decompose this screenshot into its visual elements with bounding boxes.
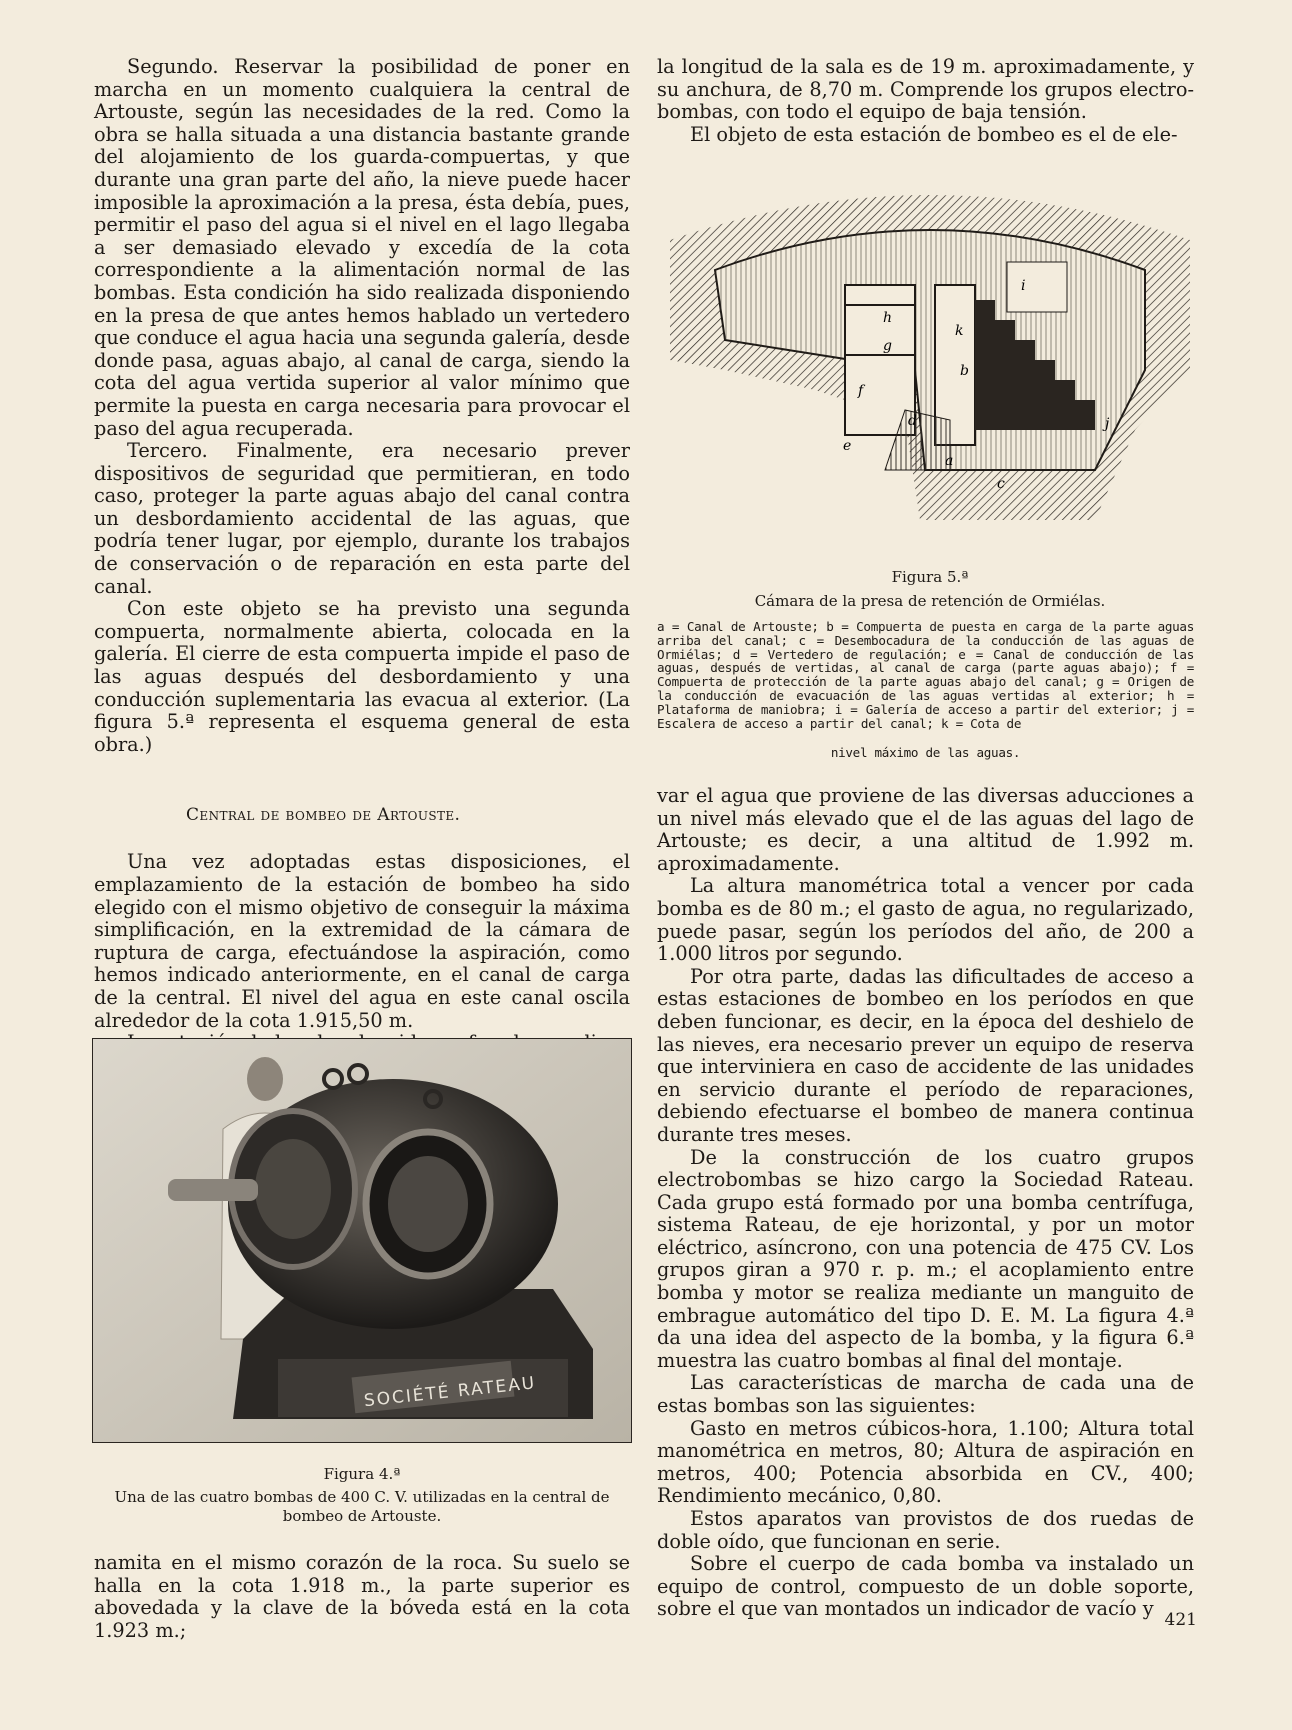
label-k: k [955, 323, 964, 339]
pump-illustration [93, 1039, 631, 1442]
paragraph-control: Sobre el cuerpo de cada bomba va instalado un equipo de control, compuesto de un doble soporte, sobre el que van montados un indicador de vacío y [657, 1552, 1194, 1621]
right-column-bottom [657, 785, 1194, 1621]
gallery-i [1007, 262, 1067, 312]
paragraph-dificultades: Por otra parte, dadas las dificultades de acceso a estas estaciones de bombeo en los períodos en que deben funcionar, es decir, en la época del deshielo de las nieves, era necesario prever un equipo de reserva que interviniera en caso de accidente de las unidades en servicio durante el período de reparaciones, debiendo efectuarse el bombeo de manera continua durante tres meses. [657, 964, 1194, 1146]
paragraph-ruedas: Estos aparatos van provistos de dos ruedas de doble oído, que funcionan en serie. [657, 1507, 1194, 1553]
figure-5-legend: a = Canal de Artouste; b = Compuerta de puesta en carga de la parte aguas arriba del canal; c = Desembocadura de la conducción de las aguas de Ormiélas; d = Vertedero de regulación; e = Canal de conducción de las aguas, después de vertidas, al canal de carga (parte aguas abajo); f = Compuerta de protección de la parte aguas abajo del canal; g = Origen de la conducción de evacuación de las aguas vertidas al exterior; h = Plataforma de maniobra; i = Galería de acceso a partir del exterior; j = Escalera de acceso a partir del canal; k = Cota de [657, 619, 1194, 731]
label-a: a [945, 453, 954, 469]
page-number: 421 [1164, 1610, 1197, 1630]
figure-5-title: Cámara de la presa de retención de Ormiélas. [754, 592, 1106, 610]
paragraph-tercero: Tercero. Finalmente, era necesario prever dispositivos de seguridad que permitieran, en todo caso, proteger la parte aguas abajo del canal contra un desbordamiento accidental de las aguas, que podría tener lugar, por ejemplo, durante los trabajos de conservación o de reparación en esta parte del canal. [94, 439, 630, 598]
dam-chamber-section [665, 170, 1195, 550]
label-e: e [843, 438, 852, 454]
left-column [94, 56, 630, 1055]
label-g: g [883, 338, 892, 354]
figure-5-label: Figura 5.ª [891, 568, 969, 586]
paragraph-caracteristicas: Las características de marcha de cada una de estas bombas son las siguientes: [657, 1371, 1194, 1418]
paragraph-objeto: El objeto de esta estación de bombeo es el de ele- [690, 122, 1178, 146]
label-i: i [1021, 278, 1026, 294]
label-f: f [858, 383, 864, 399]
pump-hub [255, 1139, 331, 1239]
right-column-top [657, 56, 1194, 146]
paragraph-longitud: la longitud de la sala es de 19 m. aproximadamente, y su anchura, de 8,70 m. Comprende los grupos electro-bombas, con todo el equipo de baja tensión. [657, 55, 1194, 124]
figure-5-diagram [665, 170, 1195, 550]
paragraph-segundo: Segundo. Reservar la posibilidad de poner en marcha en un momento cualquiera la central de Artouste, según las necesidades de la red. Como la obra se halla situada a una distancia bastante grande del alojamiento de los guarda-compuertas, y que durante una gran parte del año, la nieve puede hacer imposible la aproximación a la presa, ésta debía, pues, permitir el paso del agua si el nivel en el lago llegaba a ser demasiado elevado y excedía de la cota correspondiente a la alimentación normal de las bombas. Esta condición ha sido realizada disponiendo en la presa de que antes hemos hablado un vertedero que conduce el agua hacia una segunda galería, desde donde pasa, aguas abajo, al canal de carga, siendo la cota del agua vertida superior al valor mínimo que permite la puesta en carga necesaria para provocar el paso del agua recuperada. [94, 55, 630, 440]
section-heading: Central de bombeo de Artouste. [186, 805, 461, 826]
left-column-bottom [94, 1552, 630, 1642]
figure-4-photo [92, 1038, 632, 1443]
paragraph-emplazamiento: Una vez adoptadas estas disposiciones, el emplazamiento de la estación de bombeo ha sido elegido con el mismo objetivo de conseguir la máxima simplificación, en la extremidad de la cámara de ruptura de carga, efectuándose la aspiración, como hemos indicado anteriormente, en el canal de carga de la central. El nivel del agua en este canal oscila alrededor de la cota 1.915,50 m. [94, 850, 630, 1032]
figure-5-legend-last: nivel máximo de las aguas. [830, 745, 1021, 760]
label-h: h [883, 310, 893, 326]
label-b: b [960, 363, 969, 379]
figure-4-label: Figura 4.ª [323, 1465, 401, 1483]
paragraph-elevar: var el agua que proviene de las diversas aducciones a un nivel más elevado que el de las aguas del lago de Artouste; es decir, a una altitud de 1.992 m. aproximadamente. [657, 784, 1194, 875]
label-j: j [1105, 416, 1110, 432]
paragraph-altura: La altura manométrica total a vencer por cada bomba es de 80 m.; el gasto de agua, no regularizado, puede pasar, según los períodos del año, de 200 a 1.000 litros por segundo. [657, 874, 1194, 966]
paragraph-gasto: Gasto en metros cúbicos-hora, 1.100; Altura total manométrica en metros, 80; Altura de aspiración en metros, 400; Potencia absorbida en CV., 400; Rendimiento mecánico, 0,80. [657, 1416, 1194, 1508]
paragraph-compuerta: Con este objeto se ha previsto una segunda compuerta, normalmente abierta, colocada en la galería. El cierre de esta compuerta impide el paso de las aguas después del desbordamiento y una conducción suplementaria las evacua al exterior. (La figura 5.ª representa el esquema general de esta obra.) [94, 597, 630, 756]
pump-shaft [168, 1179, 258, 1201]
person-head [247, 1057, 283, 1101]
label-c: c [997, 476, 1005, 492]
paragraph-construccion: De la construcción de los cuatro grupos electrobombas se hizo cargo la Sociedad Rateau. Cada grupo está formado por una bomba centrífuga, sistema Rateau, de eje horizontal, y por un motor eléctrico, asíncrono, con una potencia de 475 CV. Los grupos giran a 970 r. p. m.; el acoplamiento entre bomba y motor se realiza mediante un manguito de embrague automático del tipo D. E. M. La figura 4.ª da una idea del aspecto de la bomba, y la figura 6.ª muestra las cuatro bombas al final del montaje. [657, 1145, 1194, 1372]
nameplate-text: SOCIÉTÉ RATEAU [363, 1373, 538, 1412]
paragraph-dinamita: namita en el mismo corazón de la roca. Su suelo se halla en la cota 1.918 m., la parte superior es abovedada y la clave de la bóveda está en la cota 1.923 m.; [94, 1551, 630, 1642]
label-d: d [908, 413, 917, 429]
pump-inlet-inner [388, 1156, 468, 1252]
figure-4-caption: Una de las cuatro bombas de 400 C. V. utilizadas en la central de bombeo de Artouste. [114, 1488, 610, 1525]
